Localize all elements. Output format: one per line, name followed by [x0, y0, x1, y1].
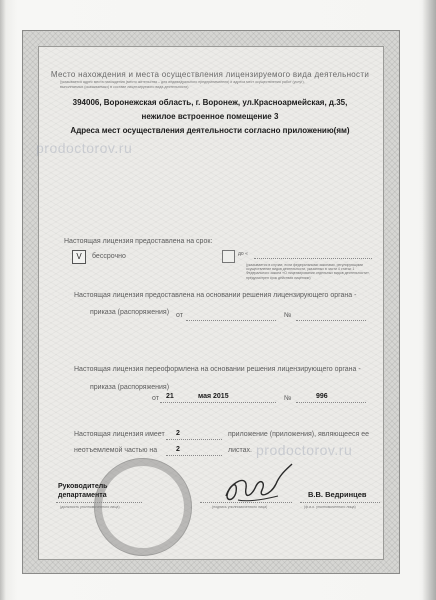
reissue-number: 996 — [316, 393, 328, 400]
signature-scribble — [218, 456, 298, 512]
scan-shadow-left — [0, 0, 6, 600]
basis-date-line — [186, 320, 276, 321]
reissue-month-year: мая 2015 — [198, 393, 229, 400]
basis-from-label: от — [176, 312, 183, 319]
address-line-3: Адреса мест осуществления деятельности согласно приложению(ям) — [70, 126, 350, 135]
attachments-count-2-line — [166, 455, 222, 456]
address-line-2: нежилое встроенное помещение 3 — [141, 112, 279, 121]
reissue-day: 21 — [166, 393, 174, 400]
term-label: Настоящая лицензия предоставлена на срок: — [64, 238, 213, 245]
signer-position-line-2: департамента — [58, 492, 107, 499]
attachments-line-1-pre: Настоящая лицензия имеет — [74, 431, 165, 438]
reissue-number-line — [296, 402, 366, 403]
signature-note: (подпись уполномоченного лица) — [212, 505, 268, 509]
basis-line-1: Настоящая лицензия предоставлена на основании решения лицензирующего органа - — [74, 292, 357, 299]
attachments-line-2-pre: неотъемлемой частью на — [74, 447, 158, 454]
attachments-line-1-post: приложение (приложения), являющееся ее — [228, 431, 369, 438]
term-note: (указывается в случае, если федеральными законами, регулирующими осуществление видов деятельности, указанных в части 4 статьи 1 Федерального закона «О лицензировании отдельных видов деятельности», предусмотрен срок действия лицензии) — [246, 263, 370, 280]
attachments-count-2: 2 — [176, 446, 180, 453]
attachments-count-1: 2 — [176, 430, 180, 437]
signer-position-note: (должность уполномоченного лица) — [60, 505, 120, 509]
until-line — [254, 258, 372, 259]
basis-line-2: приказа (распоряжения) — [90, 309, 170, 316]
signer-position-line — [56, 502, 142, 503]
signer-name-line — [300, 502, 380, 503]
watermark-top: prodoctorov.ru — [36, 140, 133, 156]
signer-position-line-1: Руководитель — [58, 483, 108, 490]
address-line-1: 394006, Воронежская область, г. Воронеж, ул.Красноармейская, д.35, — [72, 98, 348, 107]
basis-number-line — [296, 320, 366, 321]
reissue-line-1: Настоящая лицензия переоформлена на основании решения лицензирующего органа - — [74, 366, 361, 373]
location-note-1: (указывается адрес места нахождения (место жительства – для индивидуального предпринимателя) и адреса мест осуществления работ (услуг), — [60, 80, 305, 84]
attachments-line-2-post: листах. — [228, 447, 252, 454]
perpetual-checkbox: V — [72, 250, 86, 264]
reissue-number-sign: № — [284, 395, 292, 402]
location-title: Место нахождения и места осуществления лицензируемого вида деятельности — [50, 70, 370, 79]
scan-shadow-right — [422, 0, 436, 600]
location-note-2: выполняемых (оказываемых) в составе лицензируемого вида деятельности) — [60, 85, 189, 89]
until-checkbox — [222, 250, 235, 263]
signer-name: В.В. Ведринцев — [308, 490, 367, 499]
until-label: до « — [238, 251, 248, 257]
attachments-count-1-line — [166, 439, 222, 440]
basis-number-sign: № — [284, 312, 292, 319]
reissue-date-line — [160, 402, 276, 403]
reissue-from-label: от — [152, 395, 159, 402]
watermark-bottom: prodoctorov.ru — [256, 442, 353, 458]
perpetual-label: бессрочно — [92, 253, 126, 260]
reissue-line-2: приказа (распоряжения) — [90, 384, 170, 391]
signer-name-note: (ф.и.о. уполномоченного лица) — [304, 505, 356, 509]
signature-line — [200, 502, 292, 503]
